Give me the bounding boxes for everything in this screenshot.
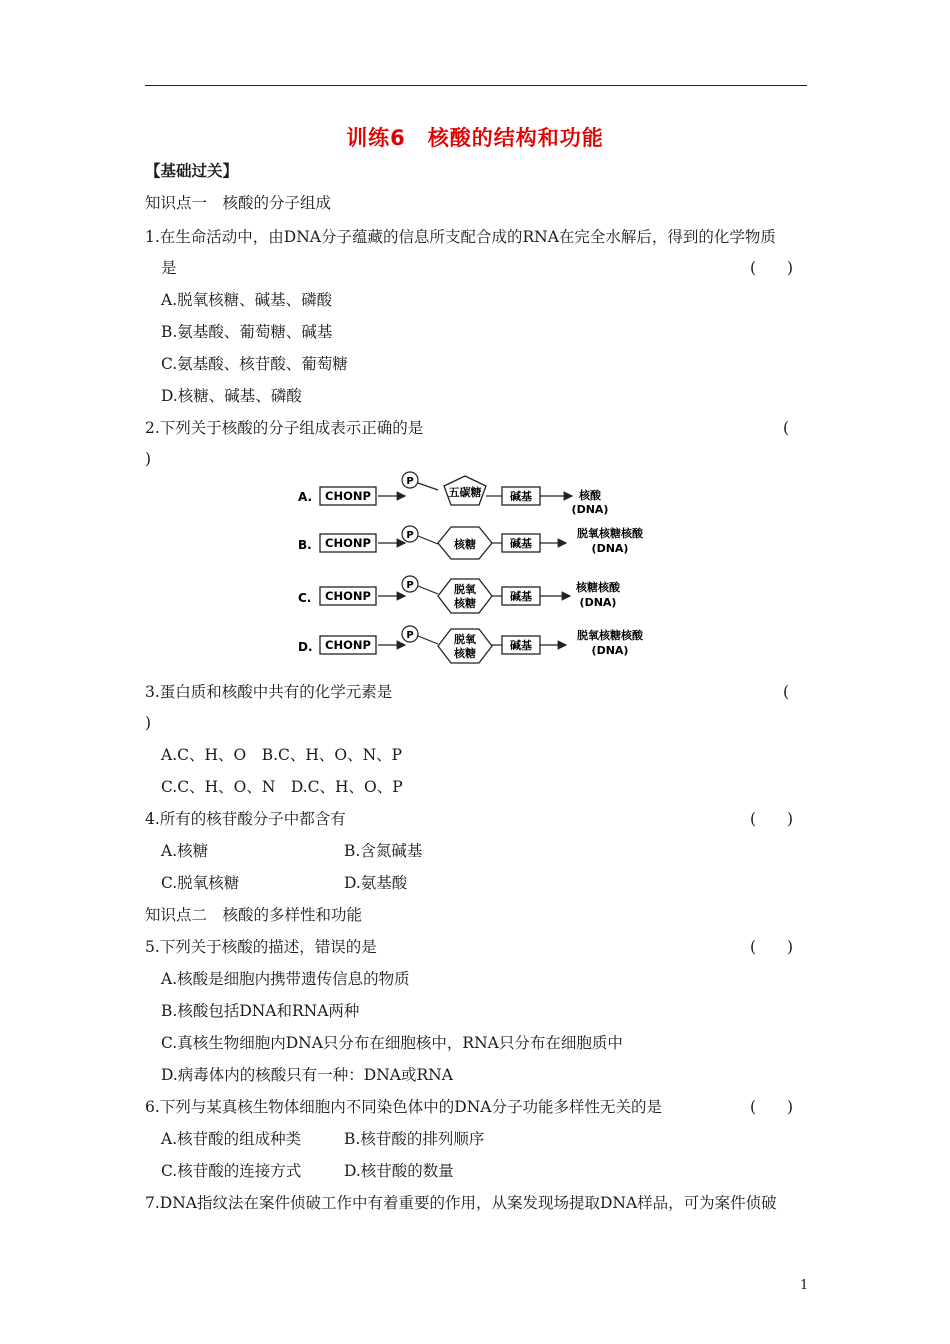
sugar-label: 五碳糖 xyxy=(448,486,482,499)
elements-text: CHONP xyxy=(325,589,371,603)
page-number: 1 xyxy=(800,1278,809,1293)
row-label: A. xyxy=(298,490,313,504)
diagram-row-b xyxy=(298,526,644,559)
q5-option-b: B.核酸包括DNA和RNA两种 xyxy=(161,1002,360,1020)
q6-stem: 6.下列与某真核生物体细胞内不同染色体中的DNA分子功能多样性无关的是 xyxy=(145,1098,662,1116)
elements-text: CHONP xyxy=(325,638,371,652)
q5-stem: 5.下列关于核酸的描述，错误的是 xyxy=(145,938,377,956)
diagram-row-a xyxy=(298,472,608,516)
sugar-label-2: 核糖 xyxy=(454,647,476,660)
q6-option-d: D.核苷酸的数量 xyxy=(344,1162,454,1180)
nucleic-acid-diagram xyxy=(290,468,670,673)
q2-stem: 2.下列关于核酸的分子组成表示正确的是 xyxy=(145,419,424,437)
result-label: 核糖核酸 xyxy=(576,581,620,594)
diagram-row-c xyxy=(298,576,621,613)
row-label: B. xyxy=(298,538,312,552)
base-label: 碱基 xyxy=(510,537,532,550)
elements-text: CHONP xyxy=(325,536,371,550)
q6-answer-paren: ( ) xyxy=(750,1098,794,1116)
q4-option-d: D.氨基酸 xyxy=(344,874,408,892)
result-label: 脱氧核糖核酸 xyxy=(577,629,643,642)
q1-option-d: D.核糖、碱基、磷酸 xyxy=(161,387,302,405)
result-sub: (DNA) xyxy=(571,503,609,516)
q1-answer-paren: ( ) xyxy=(750,259,794,277)
sugar-label: 核糖 xyxy=(454,538,476,551)
q1-option-a: A.脱氧核糖、碱基、磷酸 xyxy=(161,291,333,309)
phosphate-label: P xyxy=(406,476,414,487)
q1-stem-line1: 1.在生命活动中，由DNA分子蕴藏的信息所支配合成的RNA在完全水解后，得到的化学物质 xyxy=(145,228,776,246)
result-sub: (DNA) xyxy=(591,644,629,657)
q5-option-c: C.真核生物细胞内DNA只分布在细胞核中，RNA只分布在细胞质中 xyxy=(161,1034,623,1052)
base-label: 碱基 xyxy=(510,490,532,503)
section-heading: 【基础过关】 xyxy=(145,161,239,180)
page-title: 训练6 核酸的结构和功能 xyxy=(346,126,604,150)
base-label: 碱基 xyxy=(510,590,532,603)
q4-stem: 4.所有的核苷酸分子中都含有 xyxy=(145,810,346,828)
result-label: 脱氧核糖核酸 xyxy=(577,527,643,540)
q3-options-ab: A.C、H、O B.C、H、O、N、P xyxy=(161,746,403,764)
q4-option-a: A.核糖 xyxy=(161,842,209,860)
phosphate-label: P xyxy=(406,630,414,641)
knowledge-point-1: 知识点一 核酸的分子组成 xyxy=(145,194,332,212)
sugar-label-1: 脱氧 xyxy=(454,583,476,596)
q2-paren-open: ( xyxy=(783,419,790,437)
row-label: D. xyxy=(298,640,313,654)
q6-option-b: B.核苷酸的排列顺序 xyxy=(344,1130,485,1148)
q1-option-c: C.氨基酸、核苷酸、葡萄糖 xyxy=(161,355,348,373)
q4-option-b: B.含氮碱基 xyxy=(344,842,423,860)
q1-stem-line2: 是 xyxy=(161,259,177,277)
result-label: 核酸 xyxy=(579,489,601,502)
q5-answer-paren: ( ) xyxy=(750,938,794,956)
header-rule xyxy=(145,85,807,86)
q3-options-cd: C.C、H、O、N D.C、H、O、P xyxy=(161,778,403,796)
knowledge-point-2: 知识点二 核酸的多样性和功能 xyxy=(145,906,363,924)
q6-option-a: A.核苷酸的组成种类 xyxy=(161,1130,302,1148)
base-label: 碱基 xyxy=(510,639,532,652)
q2-paren-close: ) xyxy=(145,450,152,468)
diagram-row-d xyxy=(298,626,644,663)
result-sub: (DNA) xyxy=(579,596,617,609)
q5-option-a: A.核酸是细胞内携带遗传信息的物质 xyxy=(161,970,410,988)
q6-option-c: C.核苷酸的连接方式 xyxy=(161,1162,302,1180)
q3-stem: 3.蛋白质和核酸中共有的化学元素是 xyxy=(145,683,393,701)
sugar-label-2: 核糖 xyxy=(454,597,476,610)
q4-answer-paren: ( ) xyxy=(750,810,794,828)
phosphate-label: P xyxy=(406,530,414,541)
q3-paren-close: ) xyxy=(145,714,152,732)
q7-stem: 7.DNA指纹法在案件侦破工作中有着重要的作用，从案发现场提取DNA样品，可为案件侦破 xyxy=(145,1194,777,1212)
sugar-label-1: 脱氧 xyxy=(454,633,476,646)
q1-option-b: B.氨基酸、葡萄糖、碱基 xyxy=(161,323,333,341)
phosphate-label: P xyxy=(406,580,414,591)
q5-option-d: D.病毒体内的核酸只有一种：DNA或RNA xyxy=(161,1066,453,1084)
elements-text: CHONP xyxy=(325,489,371,503)
q4-option-c: C.脱氧核糖 xyxy=(161,874,240,892)
result-sub: (DNA) xyxy=(591,542,629,555)
row-label: C. xyxy=(298,591,312,605)
q3-paren-open: ( xyxy=(783,683,790,701)
